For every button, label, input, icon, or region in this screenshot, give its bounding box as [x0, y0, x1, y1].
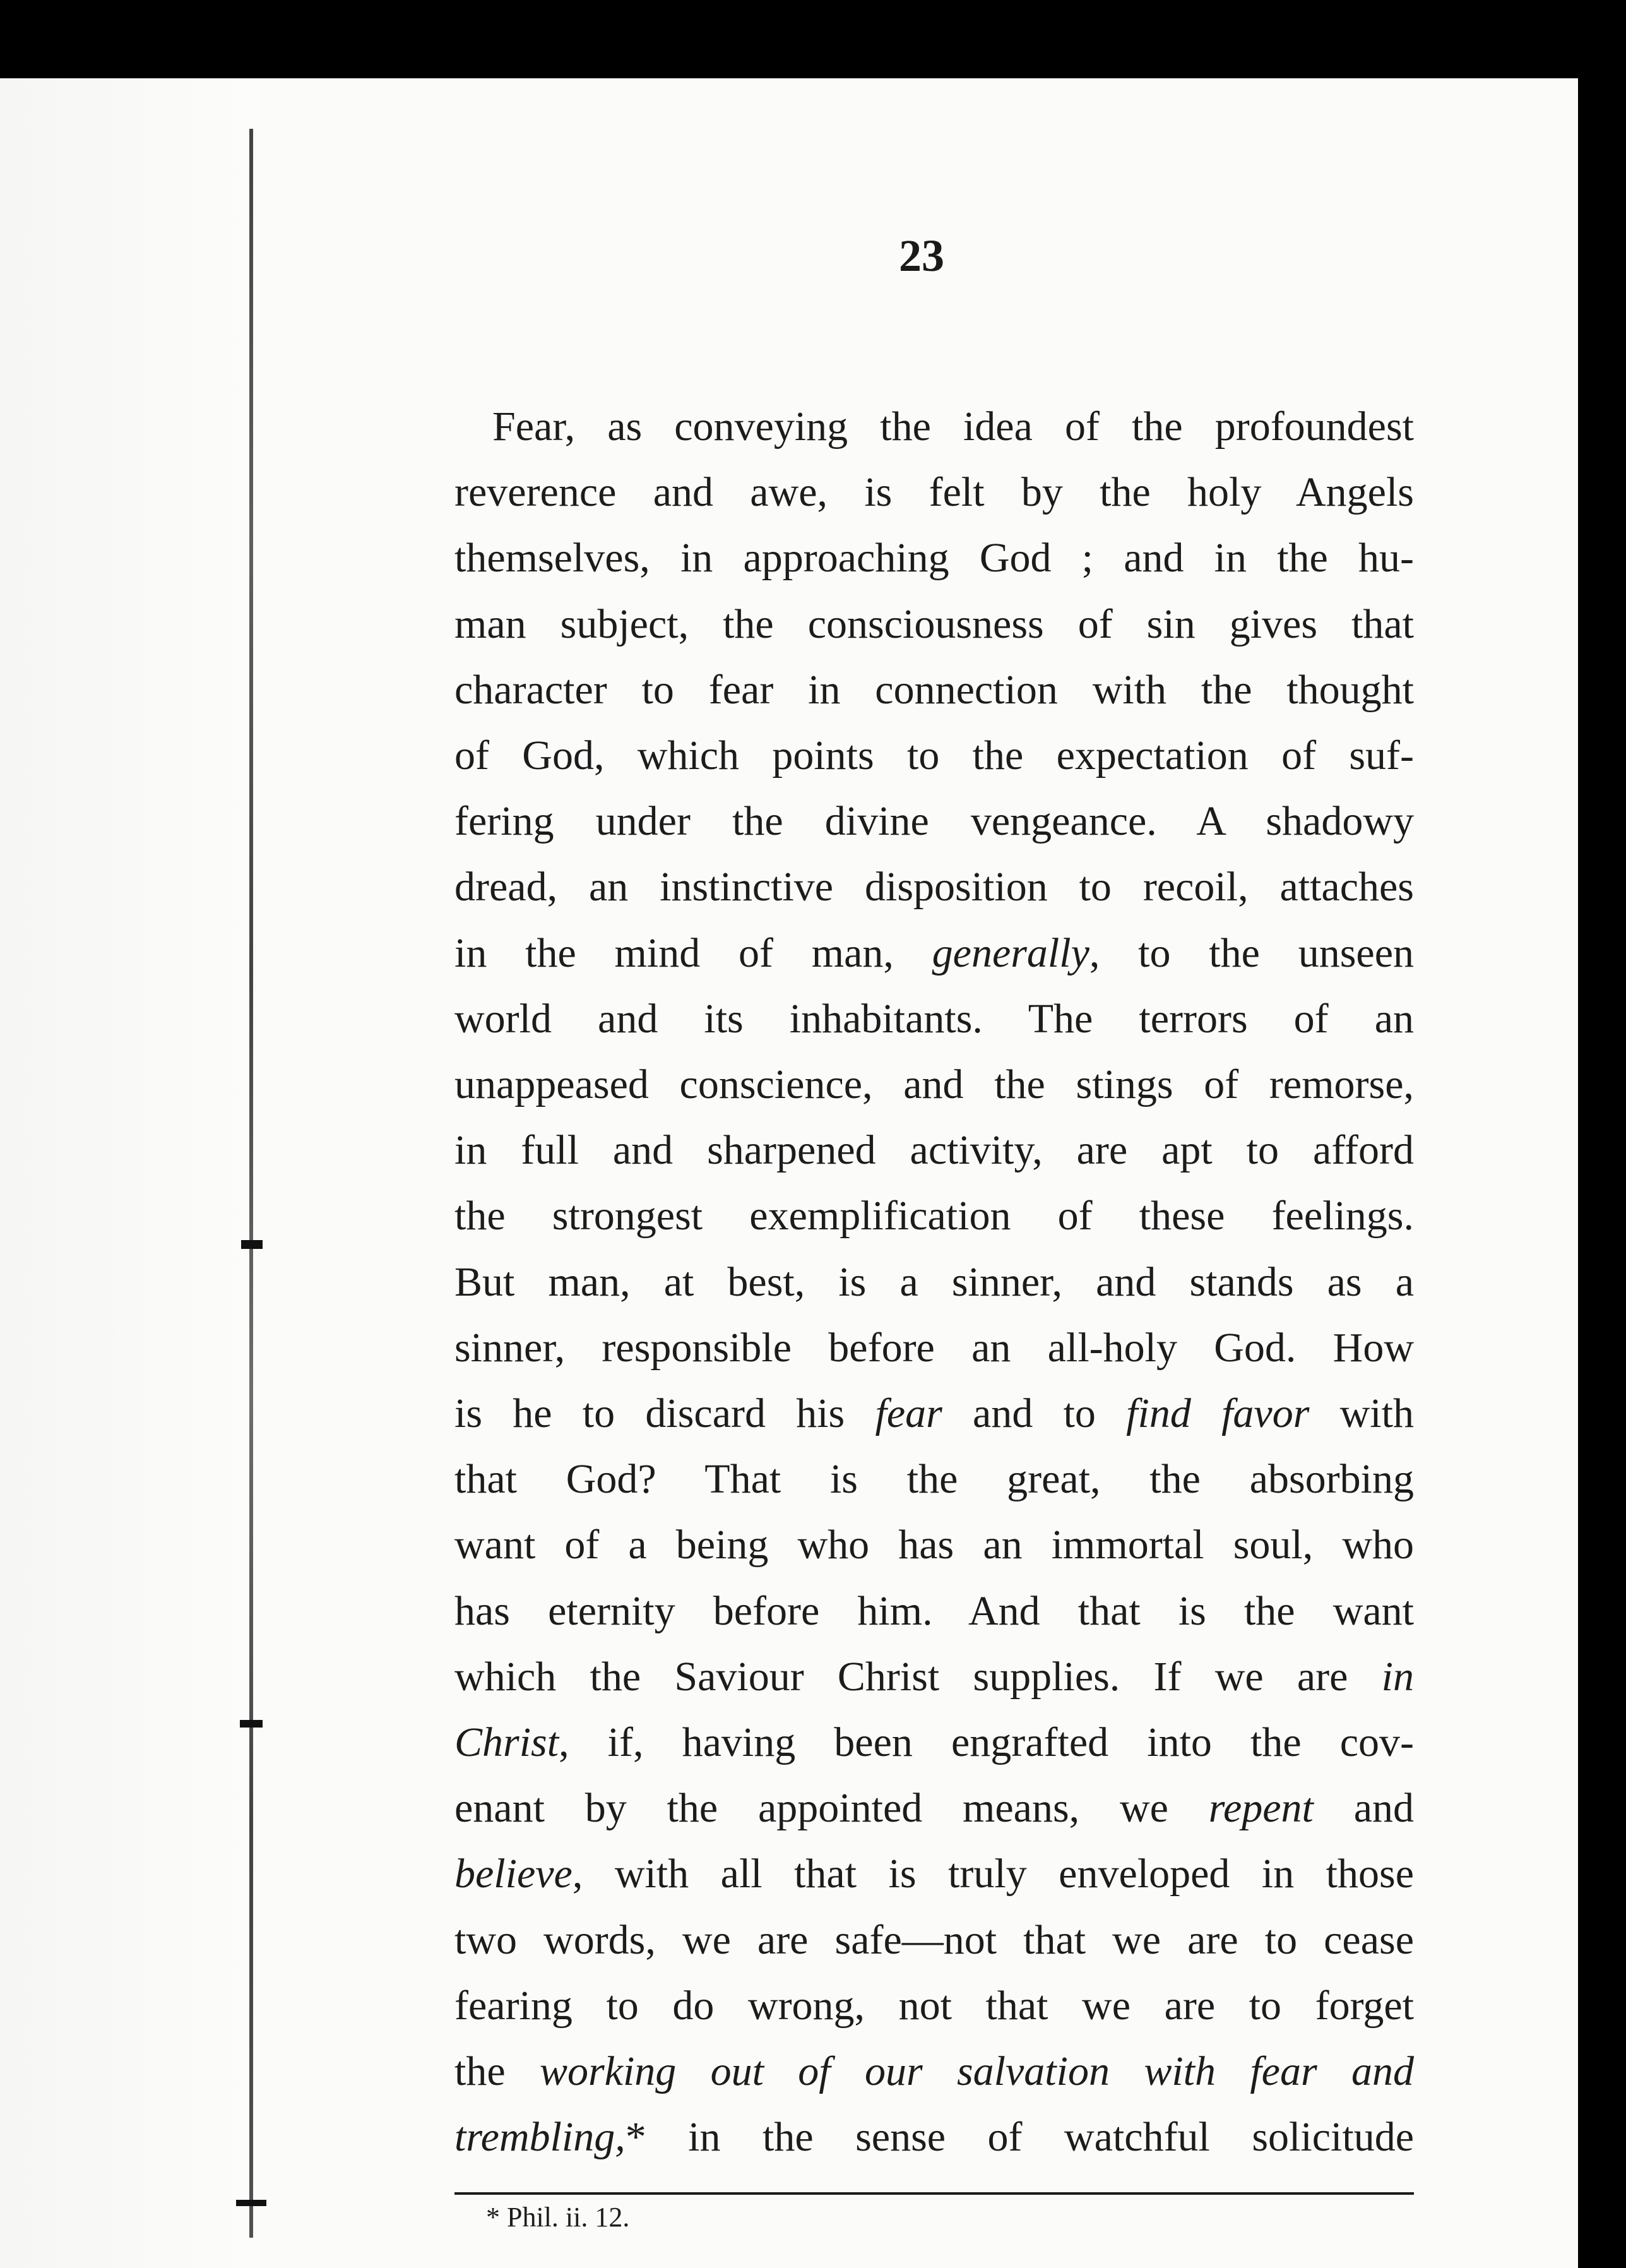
book-page — [0, 78, 1578, 2268]
text-line — [454, 1776, 1414, 1841]
text-line — [454, 986, 1414, 1052]
text-run: the — [454, 2048, 540, 2095]
text-run: fering under the divine vengeance. A shadowy — [454, 798, 1414, 845]
text-line — [454, 2039, 1414, 2104]
text-run: enant by the appointed means, we — [454, 1785, 1209, 1832]
text-run: and to — [942, 1390, 1127, 1437]
text-line — [454, 1315, 1414, 1381]
text-line — [454, 1052, 1414, 1118]
text-run: dread, an instinctive disposition to recoil, attaches — [454, 864, 1414, 910]
text-run: character to fear in connection with the thought — [454, 666, 1414, 713]
text-line — [454, 1447, 1414, 1512]
italic-text: in — [1381, 1653, 1414, 1700]
italic-text: find favor — [1126, 1390, 1310, 1437]
italic-text: trembling, — [454, 2114, 626, 2161]
text-run: and — [1313, 1785, 1414, 1832]
text-run: sinner, responsible before an all-holy God. How — [454, 1324, 1414, 1371]
italic-text: generally — [932, 929, 1089, 976]
footnote-rule — [454, 2192, 1414, 2195]
text-line — [454, 1907, 1414, 1973]
text-run: two words, we are safe—not that we are to cease — [454, 1916, 1414, 1963]
text-line — [454, 1118, 1414, 1183]
binding-mark — [240, 1720, 263, 1728]
text-run: in full and sharpened activity, are apt to afford — [454, 1127, 1414, 1174]
text-run: But man, at best, is a sinner, and stands as a — [454, 1258, 1414, 1305]
text-line — [454, 1512, 1414, 1578]
text-run: , with all that is truly enveloped in those — [572, 1851, 1414, 1897]
text-run: , if, having been engrafted into the cov- — [559, 1719, 1414, 1766]
text-run: themselves, in approaching God ; and in the hu- — [454, 535, 1414, 582]
text-run: in the mind of man, — [454, 929, 932, 976]
text-line — [454, 1710, 1414, 1776]
text-run: , to the unseen — [1089, 929, 1414, 976]
text-run: unappeased conscience, and the stings of remorse, — [454, 1061, 1414, 1108]
page-number: 23 — [899, 230, 944, 281]
footnote: * Phil. ii. 12. — [486, 2202, 630, 2233]
text-line — [454, 854, 1414, 920]
text-line — [454, 1579, 1414, 1644]
body-text — [454, 394, 1414, 2170]
text-line — [454, 460, 1414, 525]
text-run: want of a being who has an immortal soul, who — [454, 1522, 1414, 1568]
text-run: fearing to do wrong, not that we are to forget — [454, 1982, 1414, 2029]
text-run: with — [1309, 1390, 1414, 1437]
text-run: Fear, as conveying the idea of the profoundest — [492, 403, 1414, 450]
text-run: is he to discard his — [454, 1390, 875, 1437]
text-run: which the Saviour Christ supplies. If we are — [454, 1653, 1382, 1700]
text-line — [454, 1381, 1414, 1447]
text-run: that God? That is the great, the absorbing — [454, 1456, 1414, 1503]
binding-mark — [236, 2200, 266, 2206]
text-run: the strongest exemplification of these feelings. — [454, 1193, 1414, 1239]
text-line — [454, 394, 1414, 460]
text-line — [454, 657, 1414, 723]
text-line — [454, 789, 1414, 854]
binding-mark — [241, 1240, 263, 1249]
text-run: has eternity before him. And that is the want — [454, 1587, 1414, 1634]
text-run: reverence and awe, is felt by the holy Angels — [454, 469, 1414, 516]
text-line — [454, 1841, 1414, 1907]
text-line — [454, 1183, 1414, 1249]
text-line — [454, 1973, 1414, 2039]
text-run: of God, which points to the expectation of suf- — [454, 732, 1414, 779]
text-line — [454, 1250, 1414, 1315]
binding-edge — [249, 129, 253, 2238]
text-line — [454, 1644, 1414, 1710]
italic-text: working out of our salvation with fear and — [539, 2048, 1414, 2095]
text-line — [454, 525, 1414, 591]
italic-text: fear — [875, 1390, 942, 1437]
text-run: world and its inhabitants. The terrors of an — [454, 995, 1414, 1042]
italic-text: Christ — [454, 1719, 559, 1766]
italic-text: repent — [1208, 1785, 1314, 1832]
text-line — [454, 2104, 1414, 2170]
italic-text: believe — [454, 1851, 573, 1897]
text-line — [454, 723, 1414, 789]
text-line — [454, 592, 1414, 657]
text-run: man subject, the consciousness of sin gives that — [454, 600, 1414, 647]
text-run: * in the sense of watchful solicitude — [625, 2114, 1414, 2161]
page-gutter — [0, 78, 259, 2268]
text-line — [454, 921, 1414, 986]
